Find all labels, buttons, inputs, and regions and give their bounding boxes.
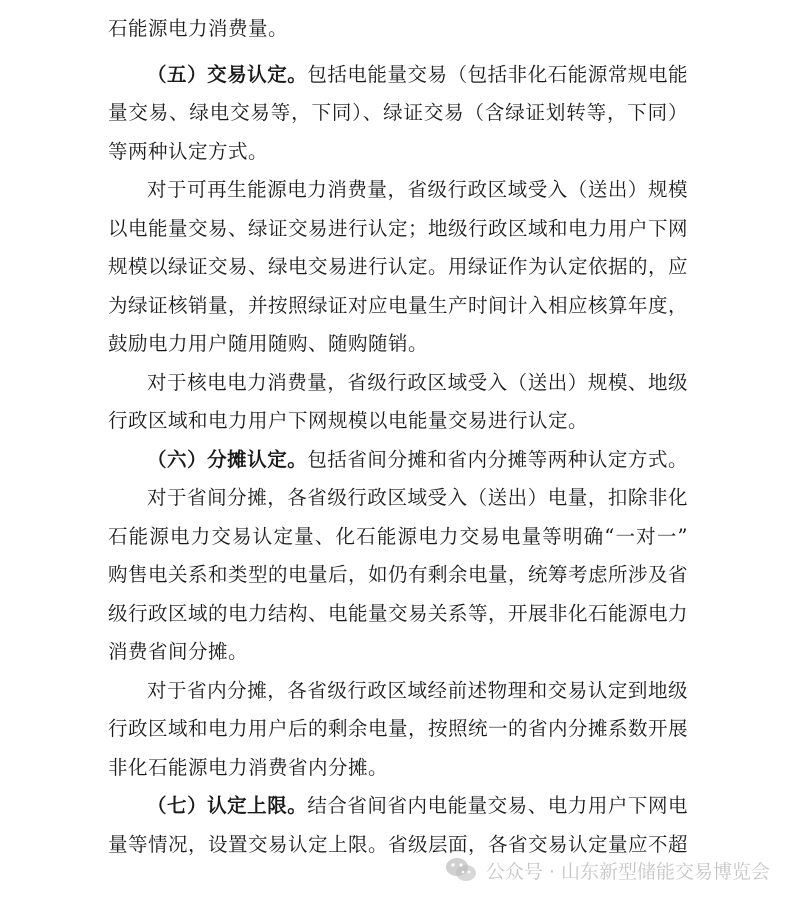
paragraph-line: 石能源电力消费量。 (108, 17, 289, 40)
watermark-text: 公众号 · 山东新型储能交易博览会 (485, 860, 770, 883)
paragraph-line: 量等情况，设置交易认定上限。省级层面，各省交易认定量应不超 (108, 833, 688, 856)
section-6-line (147, 447, 688, 473)
paragraph-line: 以电能量交易、绿证交易进行认定；地级行政区域和电力用户下网 (108, 217, 688, 240)
paragraph-line: 非化石能源电力消费省内分摊。 (108, 756, 389, 779)
paragraph-line: 量交易、绿电交易等，下同）、绿证交易（含绿证划转等，下同） (108, 101, 688, 124)
paragraph-line: 行政区域和电力用户后的剩余电量，按照统一的省内分摊系数开展 (108, 717, 688, 740)
paragraph-line: 级行政区域的电力结构、电能量交易关系等，开展非化石能源电力 (108, 602, 688, 625)
section-heading: （五）交易认定。 (147, 63, 308, 86)
paragraph-line: 为绿证核销量，并按照绿证对应电量生产时间计入相应核算年度， (108, 294, 688, 317)
section-7-line (147, 793, 688, 819)
paragraph-text: 包括电能量交易（包括非化石能源常规电能 (307, 63, 688, 86)
paragraph-text: 包括省间分摊和省内分摊等两种认定方式。 (307, 448, 688, 471)
paragraph-line: 消费省间分摊。 (108, 640, 249, 663)
paragraph-line: 石能源电力交易认定量、化石能源电力交易电量等明确“一对一” (108, 525, 688, 548)
paragraph-line: 等两种认定方式。 (108, 140, 269, 163)
section-5-line (147, 62, 688, 88)
watermark (444, 853, 770, 887)
paragraph-line: 购售电关系和类型的电量后，如仍有剩余电量，统筹考虑所涉及省 (108, 563, 688, 586)
paragraph-line: 规模以绿证交易、绿电交易进行认定。用绿证作为认定依据的，应 (108, 255, 688, 278)
paragraph-line: 鼓励电力用户随用随购、随购随销。 (108, 332, 429, 355)
wechat-icon (444, 856, 478, 884)
paragraph-line: 对于省内分摊，各省级行政区域经前述物理和交易认定到地级 (147, 679, 688, 702)
section-heading: （七）认定上限。 (147, 794, 308, 817)
paragraph-line: 对于可再生能源电力消费量，省级行政区域受入（送出）规模 (147, 178, 688, 201)
paragraph-line: 行政区域和电力用户下网规模以电能量交易进行认定。 (108, 409, 589, 432)
section-heading: （六）分摊认定。 (147, 448, 308, 471)
paragraph-line: 对于核电电力消费量，省级行政区域受入（送出）规模、地级 (147, 371, 688, 394)
paragraph-text: 结合省间省内电能量交易、电力用户下网电 (307, 794, 688, 817)
paragraph-line: 对于省间分摊，各省级行政区域受入（送出）电量，扣除非化 (147, 486, 688, 509)
